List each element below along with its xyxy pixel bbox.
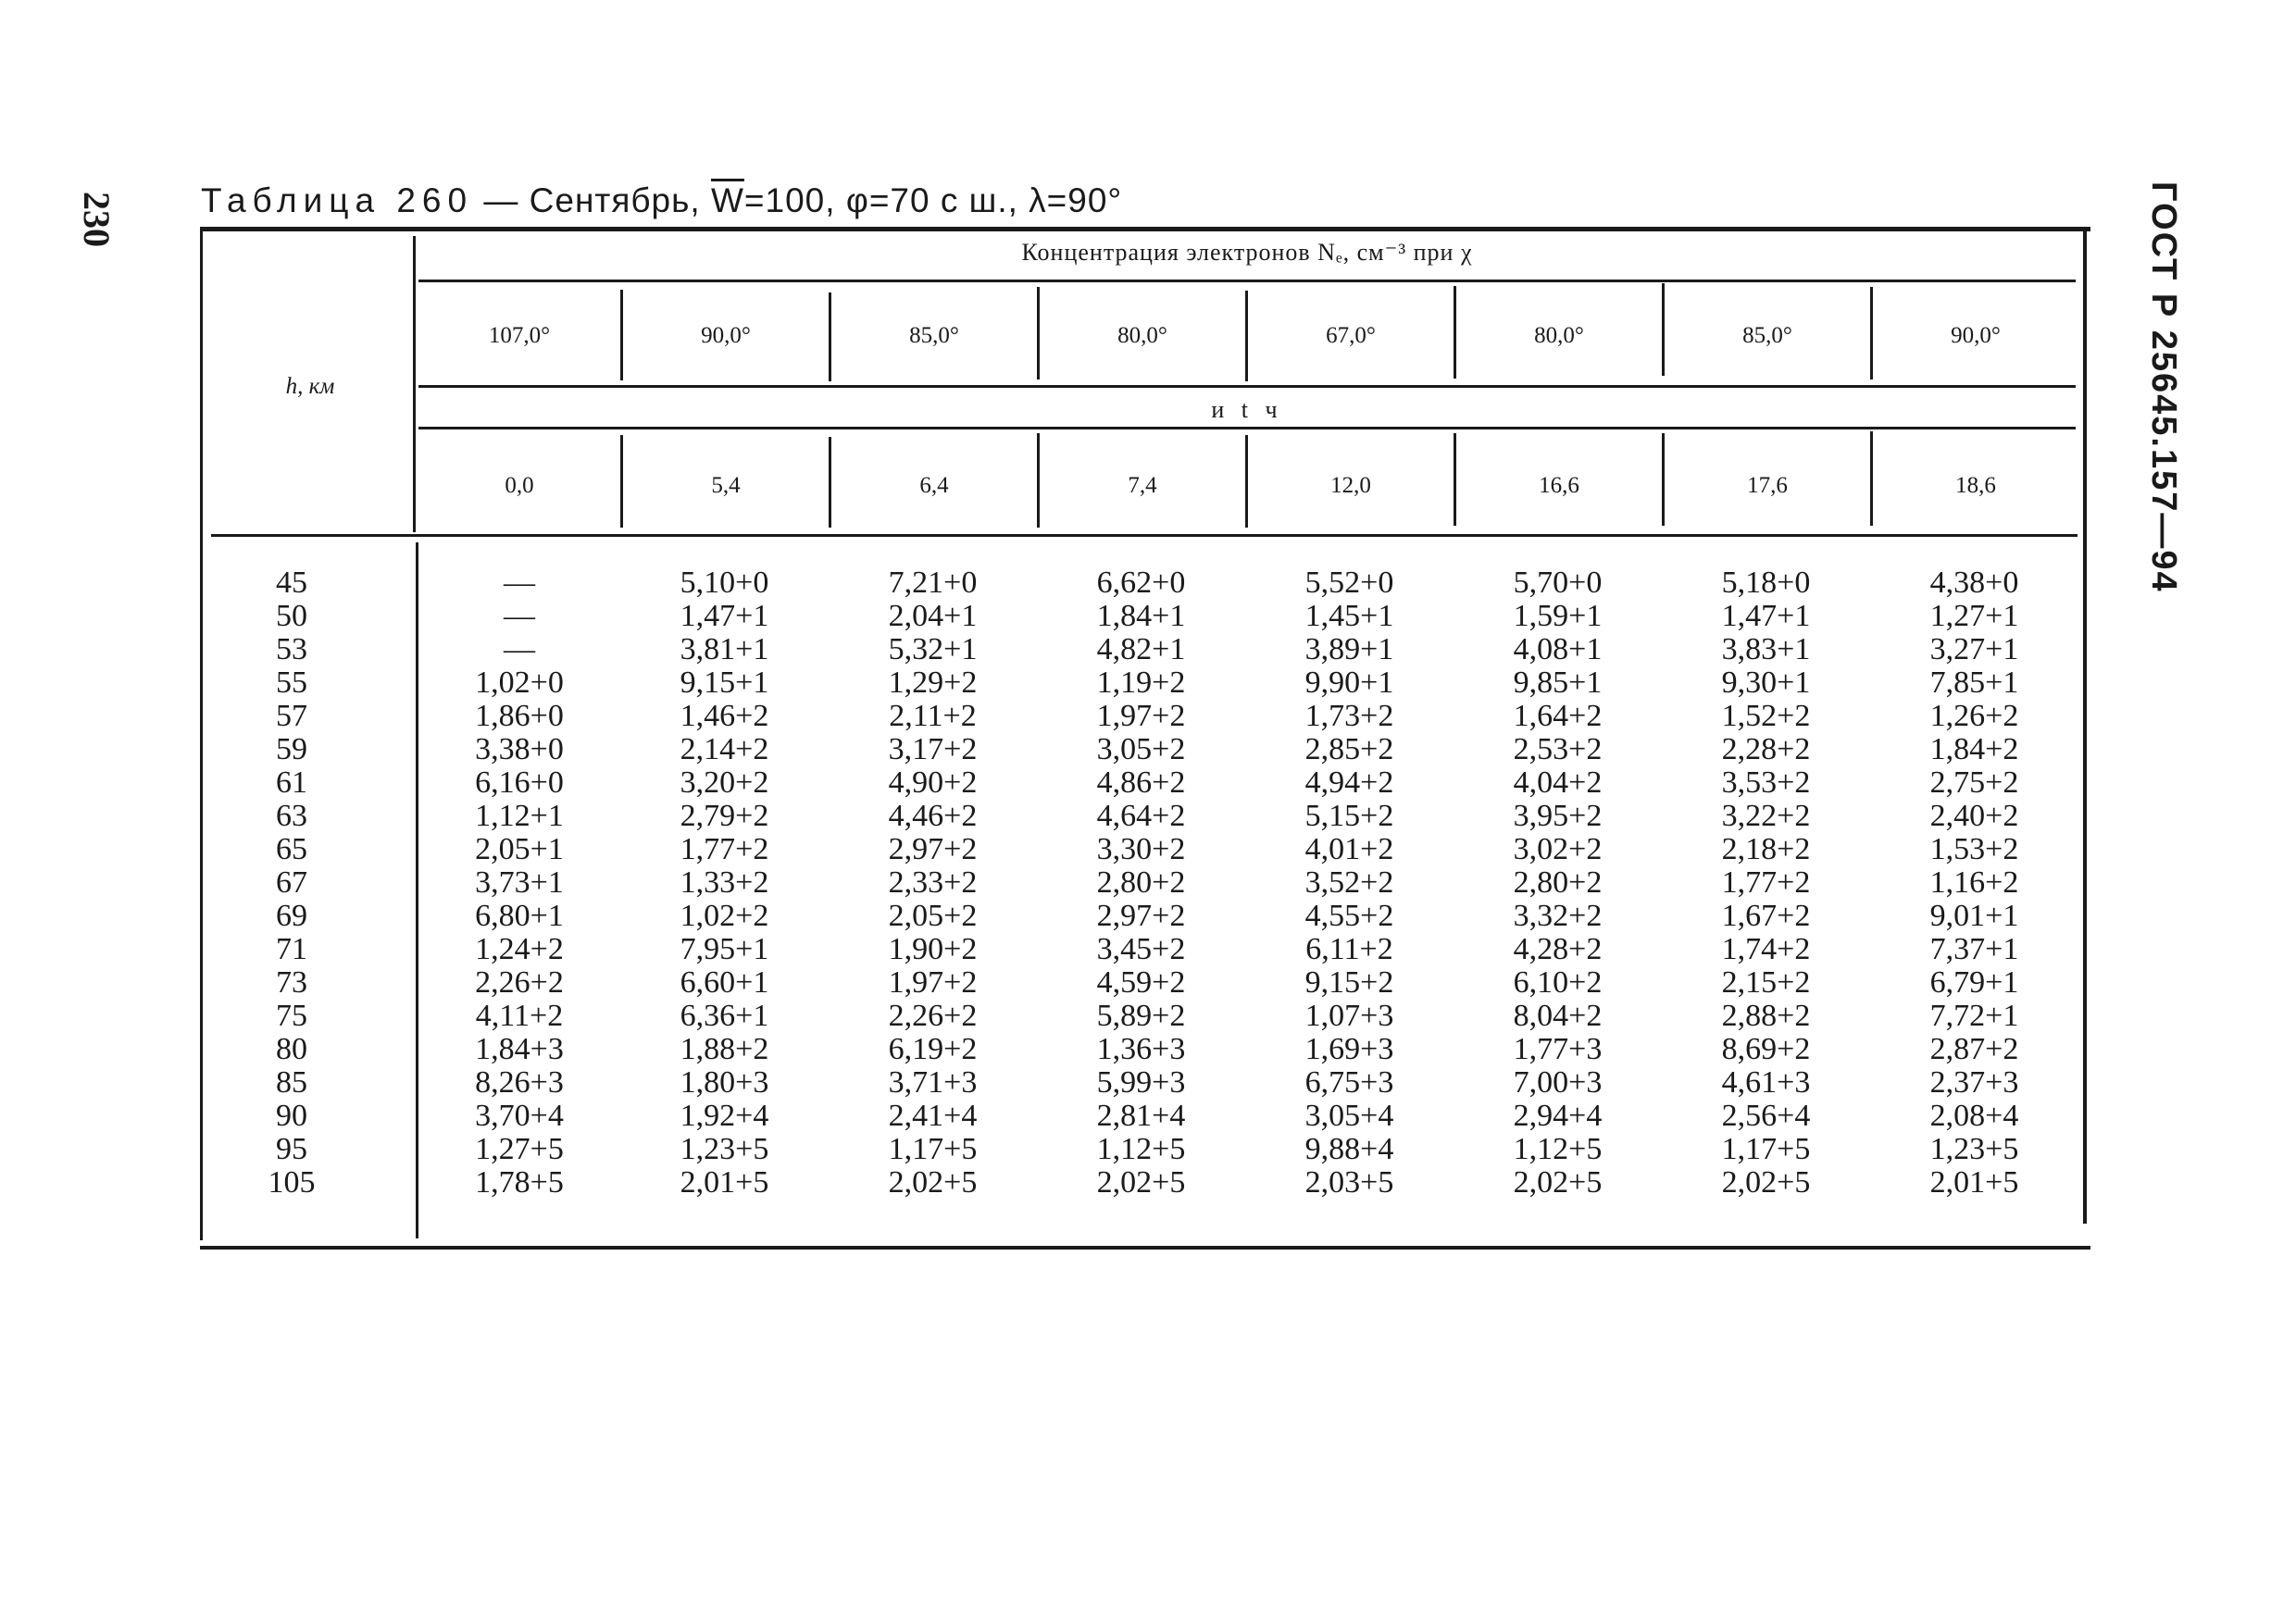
ne-cell: 3,17+2 bbox=[888, 732, 978, 766]
ne-cell: 2,05+1 bbox=[475, 832, 564, 866]
ne-cell: 1,47+1 bbox=[680, 599, 769, 633]
h-value: 59 bbox=[276, 732, 307, 766]
ne-cell: 3,71+3 bbox=[888, 1065, 978, 1100]
ne-cell: 1,84+3 bbox=[475, 1032, 564, 1066]
h-value: 57 bbox=[276, 699, 307, 733]
ne-cell: 5,15+2 bbox=[1304, 799, 1394, 833]
title-month: — Сентябрь, bbox=[473, 181, 711, 219]
table-right-rule bbox=[2083, 231, 2087, 1224]
ne-cell: 1,23+5 bbox=[1929, 1132, 2019, 1166]
ne-cell: 2,02+5 bbox=[1513, 1165, 1603, 1200]
ne-cell: 1,19+2 bbox=[1096, 665, 1186, 700]
ne-cell: 2,14+2 bbox=[680, 732, 769, 766]
ne-column-3 bbox=[829, 566, 1037, 1200]
ne-cell: 1,86+0 bbox=[475, 699, 564, 733]
h-value: 75 bbox=[276, 999, 307, 1033]
ne-cell: 1,29+2 bbox=[888, 665, 978, 700]
chi-header-1: 107,0° bbox=[488, 323, 551, 348]
chi-header-3: 85,0° bbox=[909, 323, 959, 348]
ne-cell: 3,70+4 bbox=[475, 1099, 564, 1133]
ne-cell: 4,04+2 bbox=[1513, 765, 1603, 800]
ne-cell: 3,32+2 bbox=[1513, 899, 1603, 933]
ne-cell: 2,97+2 bbox=[888, 832, 978, 866]
ne-cell: 1,84+2 bbox=[1929, 732, 2019, 766]
t-header-5: 12,0 bbox=[1330, 473, 1371, 498]
ne-cell: 1,12+5 bbox=[1096, 1132, 1186, 1166]
ne-cell: 3,95+2 bbox=[1513, 799, 1603, 833]
ne-cell: 9,88+4 bbox=[1304, 1132, 1394, 1166]
ne-cell: 3,05+2 bbox=[1096, 732, 1186, 766]
ne-cell: 6,11+2 bbox=[1305, 932, 1393, 966]
ne-cell: 8,26+3 bbox=[475, 1065, 564, 1100]
ne-cell: 2,28+2 bbox=[1721, 732, 1811, 766]
ne-cell: — bbox=[504, 566, 535, 600]
ne-cell: 1,07+3 bbox=[1304, 999, 1394, 1033]
t-header-2: 5,4 bbox=[711, 473, 741, 498]
title-w-symbol: $\overline{W}$ bbox=[710, 181, 744, 219]
ne-cell: 1,78+5 bbox=[475, 1165, 564, 1200]
ne-cell: 1,84+1 bbox=[1096, 599, 1186, 633]
ne-cell: 1,17+5 bbox=[888, 1132, 978, 1166]
group-header-rule bbox=[418, 280, 2076, 282]
chi-header-7: 85,0° bbox=[1742, 323, 1792, 348]
h-value: 73 bbox=[276, 965, 307, 1000]
ne-cell: 5,52+0 bbox=[1304, 566, 1394, 600]
ne-cell: 6,79+1 bbox=[1929, 965, 2019, 1000]
ne-cell: 4,55+2 bbox=[1304, 899, 1394, 933]
ne-cell: 2,79+2 bbox=[680, 799, 769, 833]
h-value: 55 bbox=[276, 665, 307, 700]
ne-cell: 1,12+1 bbox=[475, 799, 564, 833]
ne-cell: 1,17+5 bbox=[1721, 1132, 1811, 1166]
ne-cell: 2,87+2 bbox=[1929, 1032, 2019, 1066]
ne-cell: 1,23+5 bbox=[680, 1132, 769, 1166]
t-header-4: 7,4 bbox=[1128, 473, 1157, 498]
ne-cell: 3,22+2 bbox=[1721, 799, 1811, 833]
ne-cell: 2,80+2 bbox=[1513, 865, 1603, 900]
h-value: 65 bbox=[276, 832, 307, 866]
chi-header-5: 67,0° bbox=[1326, 323, 1376, 348]
t-header-6: 16,6 bbox=[1539, 473, 1579, 498]
chi-row-rule bbox=[418, 385, 2076, 388]
ne-cell: 4,59+2 bbox=[1096, 965, 1186, 1000]
ne-cell: 9,15+2 bbox=[1304, 965, 1394, 1000]
ne-cell: 3,81+1 bbox=[680, 632, 769, 666]
ne-cell: 1,46+2 bbox=[680, 699, 769, 733]
ne-cell: 4,90+2 bbox=[888, 765, 978, 800]
ne-cell: 1,73+2 bbox=[1304, 699, 1394, 733]
ne-cell: 3,38+0 bbox=[475, 732, 564, 766]
ne-cell: 7,85+1 bbox=[1929, 665, 2019, 700]
ne-cell: 2,05+2 bbox=[888, 899, 978, 933]
ne-cell: 6,16+0 bbox=[475, 765, 564, 800]
ne-column-7 bbox=[1662, 566, 1870, 1200]
ne-cell: 7,37+1 bbox=[1929, 932, 2019, 966]
h-value: 63 bbox=[276, 799, 307, 833]
ne-cell: 3,45+2 bbox=[1096, 932, 1186, 966]
ne-cell: 4,38+0 bbox=[1929, 566, 2019, 600]
chi-header-6: 80,0° bbox=[1534, 323, 1584, 348]
table-label: Таблица 260 bbox=[201, 181, 474, 219]
ne-cell: 2,26+2 bbox=[888, 999, 978, 1033]
ne-cell: 1,02+0 bbox=[475, 665, 564, 700]
ne-cell: 2,15+2 bbox=[1721, 965, 1811, 1000]
ne-cell: 1,36+3 bbox=[1096, 1032, 1186, 1066]
ne-cell: 5,70+0 bbox=[1513, 566, 1603, 600]
ne-cell: 1,88+2 bbox=[680, 1032, 769, 1066]
h-value: 53 bbox=[276, 632, 307, 666]
ne-cell: 1,02+2 bbox=[680, 899, 769, 933]
ne-cell: 4,82+1 bbox=[1096, 632, 1186, 666]
ne-cell: 2,11+2 bbox=[889, 699, 977, 733]
chi-header-2: 90,0° bbox=[701, 323, 751, 348]
ne-cell: 2,85+2 bbox=[1304, 732, 1394, 766]
ne-column-2 bbox=[620, 566, 829, 1200]
ne-cell: 2,02+5 bbox=[1096, 1165, 1186, 1200]
ne-cell: 2,33+2 bbox=[888, 865, 978, 900]
ne-cell: 2,88+2 bbox=[1721, 999, 1811, 1033]
t-header-1: 0,0 bbox=[505, 473, 534, 498]
ne-cell: 7,95+1 bbox=[680, 932, 769, 966]
h-values-column bbox=[206, 566, 378, 1200]
ne-cell: 6,80+1 bbox=[475, 899, 564, 933]
h-value: 67 bbox=[276, 865, 307, 900]
ne-cell: 7,00+3 bbox=[1513, 1065, 1603, 1100]
ne-cell: 2,01+5 bbox=[680, 1165, 769, 1200]
ne-cell: 4,64+2 bbox=[1096, 799, 1186, 833]
h-value: 61 bbox=[276, 765, 307, 800]
ne-cell: 2,02+5 bbox=[1721, 1165, 1811, 1200]
ne-cell: 1,12+5 bbox=[1513, 1132, 1603, 1166]
ne-cell: 1,67+2 bbox=[1721, 899, 1811, 933]
ne-cell: 7,21+0 bbox=[888, 566, 978, 600]
h-km-header: h, км bbox=[285, 374, 335, 399]
ne-cell: 3,27+1 bbox=[1929, 632, 2019, 666]
ne-cell: 1,77+2 bbox=[1721, 865, 1811, 900]
ne-cell: 1,92+4 bbox=[680, 1099, 769, 1133]
ne-cell: 1,97+2 bbox=[888, 965, 978, 1000]
t-header-3: 6,4 bbox=[919, 473, 949, 498]
ne-cell: 3,05+4 bbox=[1304, 1099, 1394, 1133]
ne-cell: 1,90+2 bbox=[888, 932, 978, 966]
ne-cell: 1,74+2 bbox=[1721, 932, 1811, 966]
ne-cell: 1,33+2 bbox=[680, 865, 769, 900]
chi-header-4: 80,0° bbox=[1117, 323, 1167, 348]
ne-column-1 bbox=[418, 566, 620, 1200]
table-bottom-rule bbox=[200, 1246, 2090, 1250]
ne-cell: 5,89+2 bbox=[1096, 999, 1186, 1033]
ne-cell: 2,01+5 bbox=[1929, 1165, 2019, 1200]
ne-cell: 1,97+2 bbox=[1096, 699, 1186, 733]
ne-cell: 9,15+1 bbox=[680, 665, 769, 700]
h-value: 50 bbox=[276, 599, 307, 633]
ne-cell: 1,24+2 bbox=[475, 932, 564, 966]
ne-cell: 1,47+1 bbox=[1721, 599, 1811, 633]
ne-cell: 5,10+0 bbox=[680, 566, 769, 600]
ne-cell: 4,28+2 bbox=[1513, 932, 1603, 966]
ne-cell: 2,81+4 bbox=[1096, 1099, 1186, 1133]
h-value: 90 bbox=[276, 1099, 307, 1133]
ne-cell: 4,01+2 bbox=[1304, 832, 1394, 866]
ne-cell: 2,80+2 bbox=[1096, 865, 1186, 900]
ne-cell: 6,19+2 bbox=[888, 1032, 978, 1066]
h-value: 71 bbox=[276, 932, 307, 966]
ne-cell: 2,08+4 bbox=[1929, 1099, 2019, 1133]
ne-cell: 1,52+2 bbox=[1721, 699, 1811, 733]
ne-cell: 1,53+2 bbox=[1929, 832, 2019, 866]
ne-cell: 9,30+1 bbox=[1721, 665, 1811, 700]
h-value: 95 bbox=[276, 1132, 307, 1166]
ne-cell: 1,80+3 bbox=[680, 1065, 769, 1100]
ne-cell: 2,26+2 bbox=[475, 965, 564, 1000]
ne-cell: — bbox=[504, 599, 535, 633]
ne-cell: 3,02+2 bbox=[1513, 832, 1603, 866]
ne-cell: 3,83+1 bbox=[1721, 632, 1811, 666]
ne-column-4 bbox=[1037, 566, 1245, 1200]
ne-cell: 2,75+2 bbox=[1929, 765, 2019, 800]
ne-cell: 8,69+2 bbox=[1721, 1032, 1811, 1066]
ne-cell: 2,37+3 bbox=[1929, 1065, 2019, 1100]
table-left-rule bbox=[200, 231, 203, 1240]
ne-cell: 5,99+3 bbox=[1096, 1065, 1186, 1100]
document-code: ГОСТ Р 25645.157—94 bbox=[2144, 181, 2183, 593]
ne-cell: 1,64+2 bbox=[1513, 699, 1603, 733]
ne-cell: 6,10+2 bbox=[1513, 965, 1603, 1000]
ne-cell: 5,18+0 bbox=[1721, 566, 1811, 600]
ne-cell: 5,32+1 bbox=[888, 632, 978, 666]
ne-cell: 1,59+1 bbox=[1513, 599, 1603, 633]
ne-cell: 9,90+1 bbox=[1304, 665, 1394, 700]
ne-column-6 bbox=[1454, 566, 1662, 1200]
h-value: 85 bbox=[276, 1065, 307, 1100]
ne-cell: 3,89+1 bbox=[1304, 632, 1394, 666]
ne-cell: 1,69+3 bbox=[1304, 1032, 1394, 1066]
ne-cell: 3,73+1 bbox=[475, 865, 564, 900]
h-value: 105 bbox=[268, 1165, 316, 1200]
ne-cell: 4,08+1 bbox=[1513, 632, 1603, 666]
ne-cell: 2,03+5 bbox=[1304, 1165, 1394, 1200]
h-value: 80 bbox=[276, 1032, 307, 1066]
t-header-8: 18,6 bbox=[1955, 473, 1996, 498]
ne-cell: 8,04+2 bbox=[1513, 999, 1603, 1033]
time-subheader: и t ч bbox=[1211, 396, 1283, 423]
ne-cell: 2,02+5 bbox=[888, 1165, 978, 1200]
subheader-rule bbox=[418, 427, 2076, 429]
ne-cell: 2,04+1 bbox=[888, 599, 978, 633]
ne-cell: 2,97+2 bbox=[1096, 899, 1186, 933]
ne-cell: 2,18+2 bbox=[1721, 832, 1811, 866]
ne-cell: 1,77+2 bbox=[680, 832, 769, 866]
table-top-rule bbox=[200, 227, 2090, 231]
concentration-header: Концентрация электронов Nₑ, см⁻³ при χ bbox=[1021, 239, 1473, 266]
header-bottom-rule bbox=[211, 534, 2078, 537]
ne-cell: 9,85+1 bbox=[1513, 665, 1603, 700]
ne-cell: 3,20+2 bbox=[680, 765, 769, 800]
ne-cell: 6,36+1 bbox=[680, 999, 769, 1033]
ne-cell: 1,27+1 bbox=[1929, 599, 2019, 633]
ne-cell: 1,26+2 bbox=[1929, 699, 2019, 733]
title-params: =100, φ=70 с ш., λ=90° bbox=[743, 181, 1123, 219]
ne-cell: 3,53+2 bbox=[1721, 765, 1811, 800]
ne-cell: 3,30+2 bbox=[1096, 832, 1186, 866]
ne-cell: 1,77+3 bbox=[1513, 1032, 1603, 1066]
table-title bbox=[201, 181, 1122, 220]
ne-cell: 2,53+2 bbox=[1513, 732, 1603, 766]
chi-header-8: 90,0° bbox=[1951, 323, 2001, 348]
page-number: 230 bbox=[76, 192, 118, 247]
ne-cell: 9,01+1 bbox=[1929, 899, 2019, 933]
ne-cell: 1,45+1 bbox=[1304, 599, 1394, 633]
ne-cell: — bbox=[504, 632, 535, 666]
ne-cell: 4,86+2 bbox=[1096, 765, 1186, 800]
ne-cell: 4,11+2 bbox=[475, 999, 564, 1033]
ne-column-8 bbox=[1870, 566, 2078, 1200]
ne-cell: 2,56+4 bbox=[1721, 1099, 1811, 1133]
ne-cell: 1,27+5 bbox=[475, 1132, 564, 1166]
ne-cell: 6,75+3 bbox=[1304, 1065, 1394, 1100]
ne-cell: 6,60+1 bbox=[680, 965, 769, 1000]
ne-cell: 2,40+2 bbox=[1929, 799, 2019, 833]
ne-cell: 7,72+1 bbox=[1929, 999, 2019, 1033]
ne-cell: 4,61+3 bbox=[1721, 1065, 1811, 1100]
h-value: 69 bbox=[276, 899, 307, 933]
ne-cell: 3,52+2 bbox=[1304, 865, 1394, 900]
ne-cell: 4,94+2 bbox=[1304, 765, 1394, 800]
ne-cell: 4,46+2 bbox=[888, 799, 978, 833]
ne-column-5 bbox=[1245, 566, 1454, 1200]
ne-cell: 2,94+4 bbox=[1513, 1099, 1603, 1133]
h-value: 45 bbox=[276, 566, 307, 600]
ne-cell: 2,41+4 bbox=[888, 1099, 978, 1133]
t-header-7: 17,6 bbox=[1747, 473, 1788, 498]
ne-cell: 6,62+0 bbox=[1096, 566, 1186, 600]
ne-cell: 1,16+2 bbox=[1929, 865, 2019, 900]
